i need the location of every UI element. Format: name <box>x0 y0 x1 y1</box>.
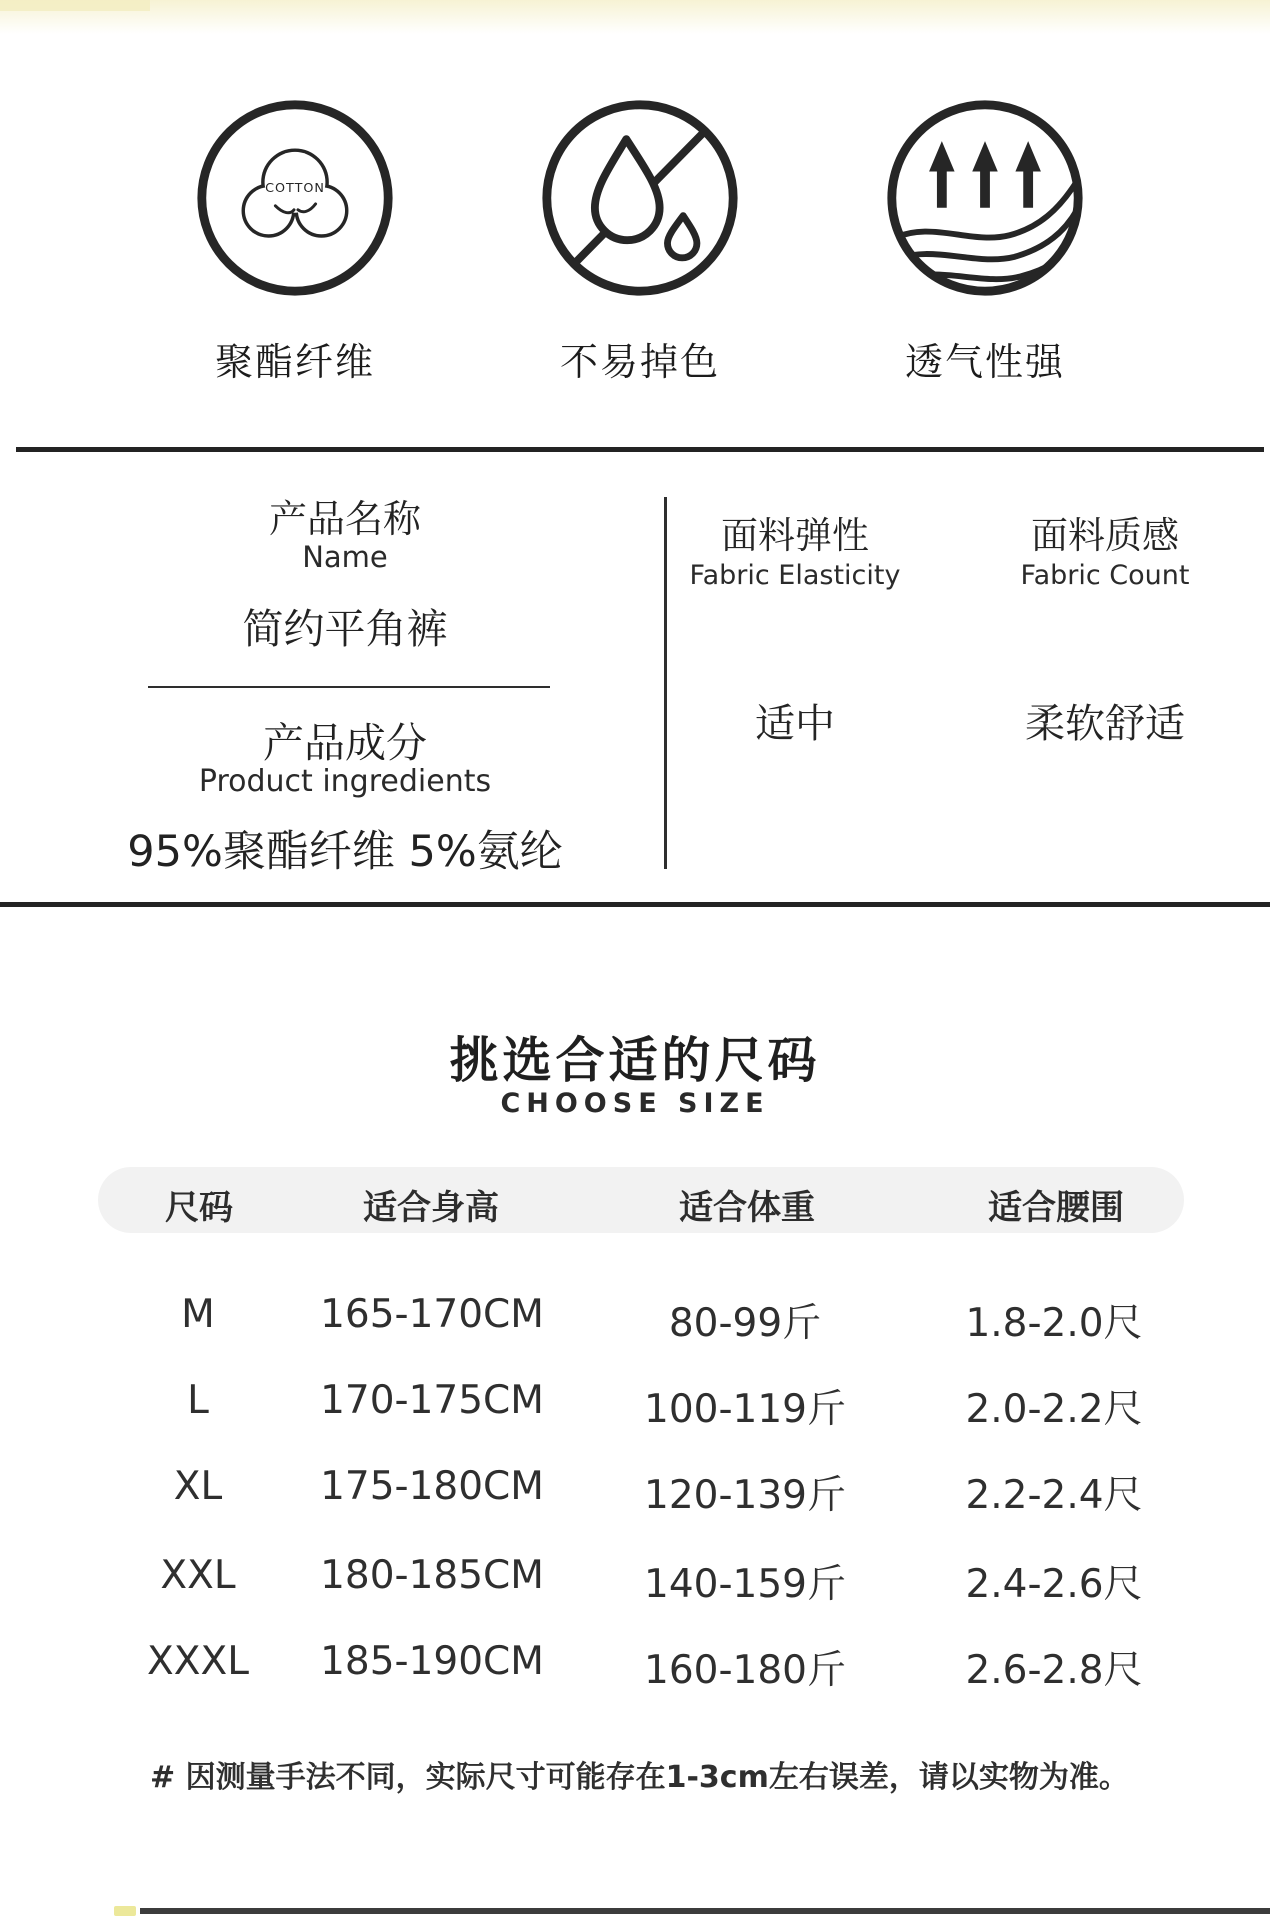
name-underline <box>148 686 550 688</box>
table-cell: 170-175CM <box>320 1378 544 1423</box>
attribute-value-count: 柔软舒适 <box>1025 701 1185 747</box>
header-cell-waist: 适合腰围 <box>988 1188 1124 1228</box>
table-cell: 2.2-2.4尺 <box>965 1473 1143 1518</box>
table-cell: 165-170CM <box>320 1292 544 1337</box>
table-row <box>0 1464 1270 1516</box>
header-cell-weight: 适合体重 <box>679 1188 815 1228</box>
header-cell-height: 适合身高 <box>363 1188 499 1228</box>
feature-item-no-fade <box>490 95 790 386</box>
top-edge-tint-left <box>0 0 150 11</box>
no-fade-icon <box>537 95 743 301</box>
attribute-value-elasticity: 适中 <box>755 701 835 747</box>
table-row <box>0 1378 1270 1430</box>
table-cell: XL <box>173 1464 223 1509</box>
section-divider-top <box>16 447 1264 452</box>
cotton-icon <box>192 95 398 301</box>
attribute-title-elasticity: 面料弹性 <box>721 514 869 557</box>
size-footnote: # 因测量手法不同，实际尺寸可能存在1-3cm左右误差，请以实物为准。 <box>150 1760 1129 1795</box>
table-cell: 160-180斤 <box>644 1648 846 1693</box>
attribute-subtitle-count: Fabric Count <box>1020 560 1190 591</box>
table-row <box>0 1292 1270 1344</box>
bottom-edge-line <box>140 1908 1270 1914</box>
table-row <box>0 1639 1270 1691</box>
table-cell: 2.6-2.8尺 <box>965 1648 1143 1693</box>
top-edge-tint <box>0 0 1270 34</box>
table-cell: L <box>187 1378 209 1423</box>
bottom-edge-dot <box>114 1906 136 1916</box>
product-name-value: 简约平角裤 <box>242 605 448 653</box>
table-cell: 180-185CM <box>320 1553 544 1598</box>
table-cell: XXXL <box>147 1639 249 1684</box>
breathable-icon <box>882 95 1088 301</box>
header-cell-size: 尺码 <box>165 1188 233 1228</box>
attribute-title-count: 面料质感 <box>1031 514 1179 557</box>
size-subtitle: CHOOSE SIZE <box>500 1088 770 1119</box>
feature-label: 不易掉色 <box>559 340 720 384</box>
cotton-icon-text: COTTON <box>265 181 325 197</box>
table-cell: 120-139斤 <box>644 1473 846 1518</box>
product-name-title: 产品名称 <box>268 497 421 541</box>
product-name-subtitle: Name <box>302 540 388 574</box>
feature-label: 透气性强 <box>904 340 1065 384</box>
feature-item-polyester <box>145 95 445 386</box>
ingredients-title: 产品成分 <box>263 719 427 767</box>
table-cell: 1.8-2.0尺 <box>965 1301 1143 1346</box>
table-cell: 2.4-2.6尺 <box>965 1562 1143 1607</box>
table-cell: 80-99斤 <box>668 1301 822 1346</box>
table-cell: 140-159斤 <box>644 1562 846 1607</box>
table-row <box>0 1553 1270 1605</box>
table-cell: 100-119斤 <box>644 1387 846 1432</box>
table-cell: 175-180CM <box>320 1464 544 1509</box>
feature-item-breathable <box>835 95 1135 386</box>
feature-label: 聚酯纤维 <box>214 340 375 384</box>
attribute-subtitle-elasticity: Fabric Elasticity <box>689 560 901 591</box>
table-cell: 185-190CM <box>320 1639 544 1684</box>
ingredients-value: 95%聚酯纤维 5%氨纶 <box>127 827 563 877</box>
size-title: 挑选合适的尺码 <box>449 1032 821 1089</box>
section-divider-bottom <box>0 902 1270 907</box>
table-cell: 2.0-2.2尺 <box>965 1387 1143 1432</box>
table-cell: M <box>181 1292 215 1337</box>
ingredients-subtitle: Product ingredients <box>198 764 492 799</box>
table-cell: XXL <box>160 1553 236 1598</box>
